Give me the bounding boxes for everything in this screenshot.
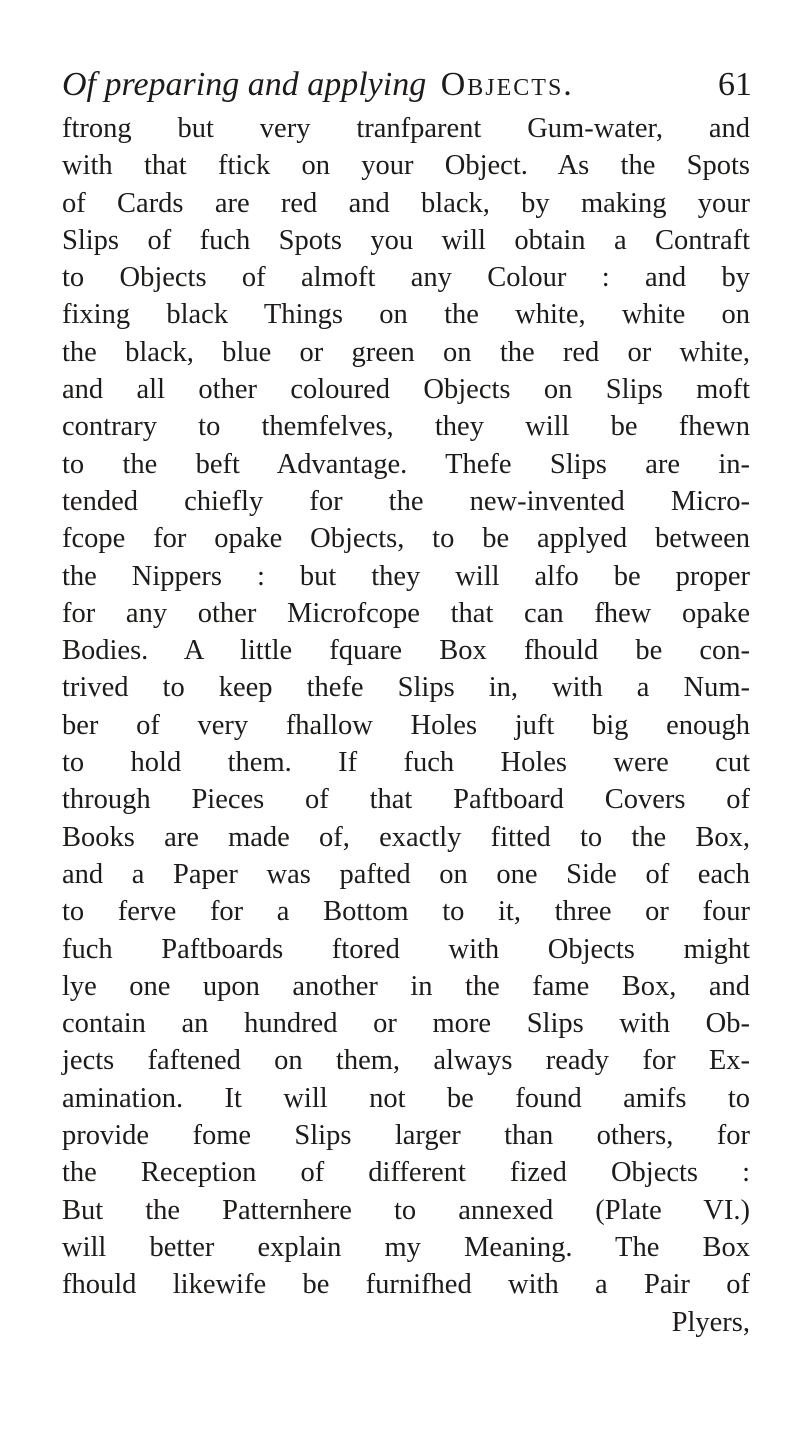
text-line: fcope for opake Objects, to be applyed between xyxy=(62,523,750,555)
text-line: the Reception of different fized Objects : xyxy=(62,1157,750,1189)
text-line: lye one upon another in the fame Box, and xyxy=(62,970,750,1002)
text-line: fixing black Things on the white, white on xyxy=(62,299,750,331)
text-line: and a Paper was pafted on one Side of each xyxy=(62,858,750,890)
text-line: with that ftick on your Object. As the Spots xyxy=(62,150,750,182)
text-line: fuch Paftboards ftored with Objects might xyxy=(62,933,750,965)
text-line: ber of very fhallow Holes juft big enough xyxy=(62,709,750,741)
catchword: Plyers, xyxy=(671,1306,750,1338)
text-line: jects faftened on them, always ready for Ex- xyxy=(62,1045,750,1077)
text-line: for any other Microfcope that can fhew opake xyxy=(62,597,750,629)
text-line: of Cards are red and black, by making your xyxy=(62,187,750,219)
text-line: to ferve for a Bottom to it, three or four xyxy=(62,896,750,928)
text-line: fhould likewife be furnifhed with a Pair of xyxy=(62,1269,750,1301)
text-line: to Objects of almoft any Colour : and by xyxy=(62,262,750,294)
text-line: Slips of fuch Spots you will obtain a Contraft xyxy=(62,224,750,256)
text-line: contrary to themfelves, they will be fhewn xyxy=(62,411,750,443)
text-line: trived to keep thefe Slips in, with a Num- xyxy=(62,672,750,704)
text-line: the Nippers : but they will alfo be proper xyxy=(62,560,750,592)
body-text xyxy=(62,110,750,1341)
running-head-title: Of preparing and applying xyxy=(62,66,427,103)
text-line: and all other coloured Objects on Slips moft xyxy=(62,374,750,406)
text-line: to the beft Advantage. Thefe Slips are in- xyxy=(62,448,750,480)
text-line: tended chiefly for the new-invented Micro- xyxy=(62,485,750,517)
text-line: ftrong but very tranfparent Gum-water, and xyxy=(62,113,750,144)
running-head-section: Objects. xyxy=(440,66,574,103)
text-line: the black, blue or green on the red or white, xyxy=(62,336,750,368)
page-number: 61 xyxy=(718,66,752,103)
text-line: Bodies. A little fquare Box fhould be con- xyxy=(62,635,750,667)
text-line: provide fome Slips larger than others, for xyxy=(62,1120,750,1152)
text-line: to hold them. If fuch Holes were cut xyxy=(62,747,750,779)
running-head xyxy=(62,60,752,110)
text-line: through Pieces of that Paftboard Covers of xyxy=(62,784,750,816)
text-line: will better explain my Meaning. The Box xyxy=(62,1231,750,1263)
text-line: amination. It will not be found amifs to xyxy=(62,1082,750,1114)
text-line: contain an hundred or more Slips with Ob- xyxy=(62,1008,750,1040)
text-line: Books are made of, exactly fitted to the Box, xyxy=(62,821,750,853)
text-line: But the Patternhere to annexed (Plate VI.) xyxy=(62,1194,750,1226)
